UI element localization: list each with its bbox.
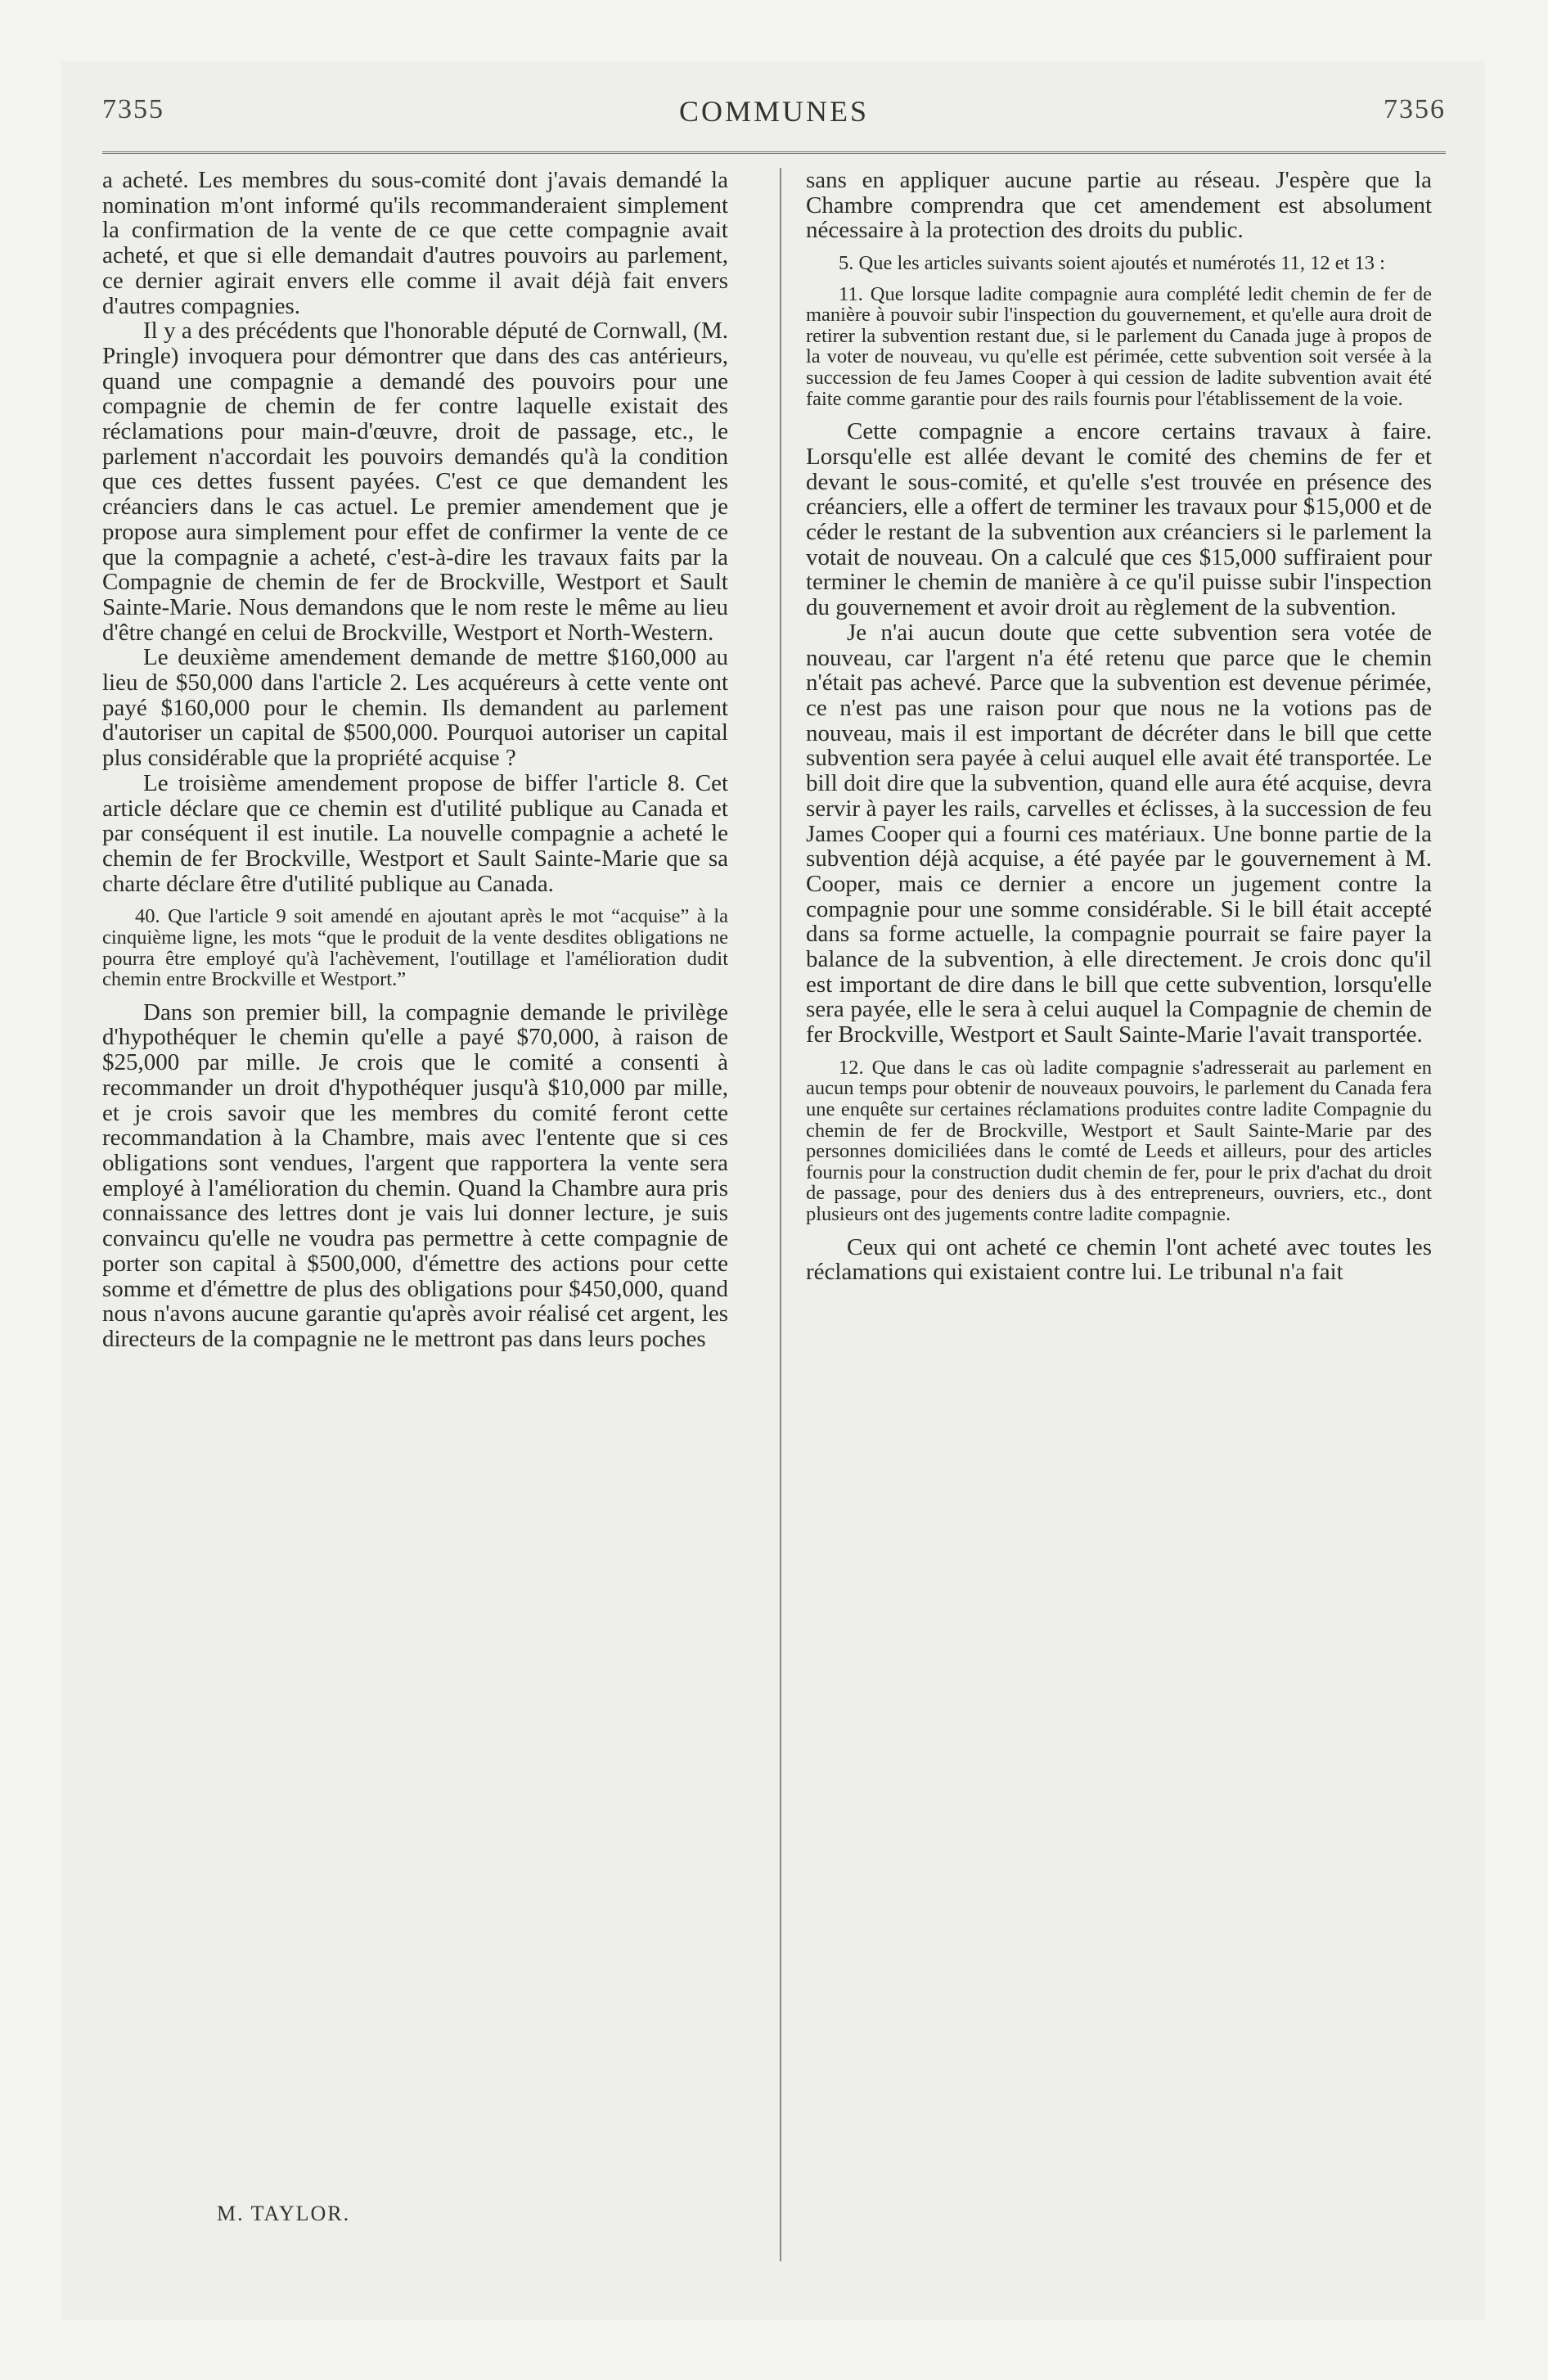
amendment-paragraph: 11. Que lorsque ladite compagnie aura complété ledit chemin de fer de manière à pouvoir subir l'inspection du gouvernement, et qu'elle aura droit de retirer la subvention restant due, si le parlement du Canada juge à propos de la voter de nouveau, vu qu'elle est périmée, cette subvention soit versée à la succession de feu James Cooper à qui cession de ladite subvention avait été faite comme garantie pour des rails fournis pour l'établissement de la voie.	[806, 282, 1432, 410]
page-title: COMMUNES	[678, 95, 870, 128]
column-divider	[780, 168, 781, 2261]
speaker-name: M. TAYLOR.	[217, 2202, 351, 2225]
paragraph: Le deuxième amendement demande de mettre $160,000 au lieu de $50,000 dans l'article 2. Les acquéreurs à cette vente ont payé $160,000 pour le chemin. Ils demandent au parlement d'autoriser un capital de $500,000. Pourquoi autoriser un capital plus considérable que la propriété acquise ?	[102, 644, 728, 772]
page-number-left: 7355	[102, 94, 164, 124]
paragraph: Le troisième amendement propose de biffer l'article 8. Cet article déclare que ce chemin est d'utilité publique au Canada et par conséquent il est inutile. La nouvelle compagnie a acheté le chemin de fer Brockville, Westport et Sault Sainte-Marie que sa charte déclare être d'utilité publique au Canada.	[102, 769, 728, 897]
amendment-paragraph: 5. Que les articles suivants soient ajoutés et numérotés 11, 12 et 13 :	[839, 252, 1385, 275]
paragraph: Il y a des précédents que l'honorable député de Cornwall, (M. Pringle) invoquera pour démontrer que dans des cas antérieurs, quand une compagnie a demandé des pouvoirs pour une compagnie de chemin de fer contre laquelle existait des réclamations pour main-d'œuvre, droit de passage, etc., le parlement n'accordait les pouvoirs demandés qu'à la condition que ces dettes fussent payées. C'est ce que demandent les créanciers dans le cas actuel. Le premier amendement que je propose aura simplement pour effet de confirmer la vente de ce que la compagnie a acheté, c'est-à-dire les travaux faits par la Compagnie de chemin de fer de Brockville, Westport et Sault Sainte-Marie. Nous demandons que le nom reste le même au lieu d'être changé en celui de Brockville, Westport et North-Western.	[102, 318, 728, 646]
amendment-paragraph: 40. Que l'article 9 soit amendé en ajoutant après le mot “acquise” à la cinquième ligne, les mots “que le produit de la vente desdites obligations ne pourra être employé qu'à l'achèvement, l'outillage et l'amélioration dudit chemin entre Brockville et Westport.”	[102, 905, 728, 991]
paragraph: sans en appliquer aucune partie au réseau. J'espère que la Chambre comprendra que cet amendement est absolument nécessaire à la protection des droits du public.	[806, 167, 1432, 244]
page-number-right: 7356	[1384, 94, 1446, 124]
right-column	[806, 168, 1432, 1285]
header-rule	[102, 151, 1446, 154]
page-header	[102, 94, 1446, 151]
paragraph: Cette compagnie a encore certains travaux à faire. Lorsqu'elle est allée devant le comité des chemins de fer et devant le sous-comité, et qu'elle s'est trouvée en présence des créanciers, elle a offert de terminer les travaux pour $15,000 et de céder le restant de la subvention aux créanciers si le parlement la votait de nouveau. On a calculé que ces $15,000 suffiraient pour terminer le chemin de manière à ce qu'il puisse subir l'inspection du gouvernement et avoir droit au règlement de la subvention.	[806, 418, 1432, 621]
left-column	[102, 168, 728, 1352]
paragraph: a acheté. Les membres du sous-comité dont j'avais demandé la nomination m'ont informé qu'ils recommanderaient simplement la confirmation de la vente de ce que cette compagnie avait acheté, et que si elle demandait d'autres pouvoirs au parlement, ce dernier agirait envers elle comme il avait déjà fait envers d'autres compagnies.	[102, 167, 728, 319]
paragraph: Ceux qui ont acheté ce chemin l'ont acheté avec toutes les réclamations qui existaient contre lui. Le tribunal n'a fait	[806, 1233, 1432, 1286]
amendment-paragraph: 12. Que dans le cas où ladite compagnie s'adresserait au parlement en aucun temps pour obtenir de nouveaux pouvoirs, le parlement du Canada fera une enquête sur certaines réclamations produites contre ladite Compagnie du chemin de fer de Brockville, Westport et Sault Sainte-Marie par des personnes domiciliées dans le comté de Leeds et ailleurs, pour des articles fournis pour la construction dudit chemin de fer, pour le prix d'achat du droit de passage, pour des deniers dus à des entrepreneurs, ouvriers, etc., dont plusieurs ont des jugements contre ladite compagnie.	[806, 1056, 1432, 1225]
paragraph: Je n'ai aucun doute que cette subvention sera votée de nouveau, car l'argent n'a été retenu que parce que le chemin n'était pas achevé. Parce que la subvention est devenue périmée, ce n'est pas une raison pour que nous ne la votions pas de nouveau, mais il est important de décréter dans le bill que cette subvention sera payée à celui auquel elle avait été transportée. Le bill doit dire que la subvention, quand elle aura été acquise, devra servir à payer les rails, carvelles et éclisses, à la succession de feu James Cooper qui a fourni ces matériaux. Une bonne partie de la subvention déjà acquise, a été payée par le gouvernement à M. Cooper, mais ce dernier a encore un jugement contre la compagnie pour une somme considérable. Si le bill était accepté dans sa forme actuelle, la compagnie pourrait se faire payer la balance de la subvention, à elle directement. Je crois donc qu'il est important de dire dans le bill que cette subvention, lorsqu'elle sera payée, elle le sera à celui auquel la Compagnie de chemin de fer Brockville, Westport et Sault Sainte-Marie l'avait transportée.	[806, 619, 1432, 1048]
paragraph: Dans son premier bill, la compagnie demande le privilège d'hypothéquer le chemin qu'elle a payé $70,000, à raison de $25,000 par mille. Je crois que le comité a consenti à recommander un droit d'hypothéquer jusqu'à $10,000 par mille, et je crois savoir que les membres du comité feront cette recommandation à la Chambre, mais avec l'entente que si ces obligations sont vendues, l'argent que rapportera la vente sera employé à l'amélioration du chemin. Quand la Chambre aura pris connaissance des lettres dont je vais lui donner lecture, je suis convaincu qu'elle ne voudra pas permettre à cette compagnie de porter son capital à $500,000, d'émettre des actions pour cette somme et d'émettre de plus des obligations pour $450,000, quand nous n'avons aucune garantie qu'après avoir réalisé cet argent, les directeurs de la compagnie ne le mettront pas dans leurs poches	[102, 998, 728, 1352]
